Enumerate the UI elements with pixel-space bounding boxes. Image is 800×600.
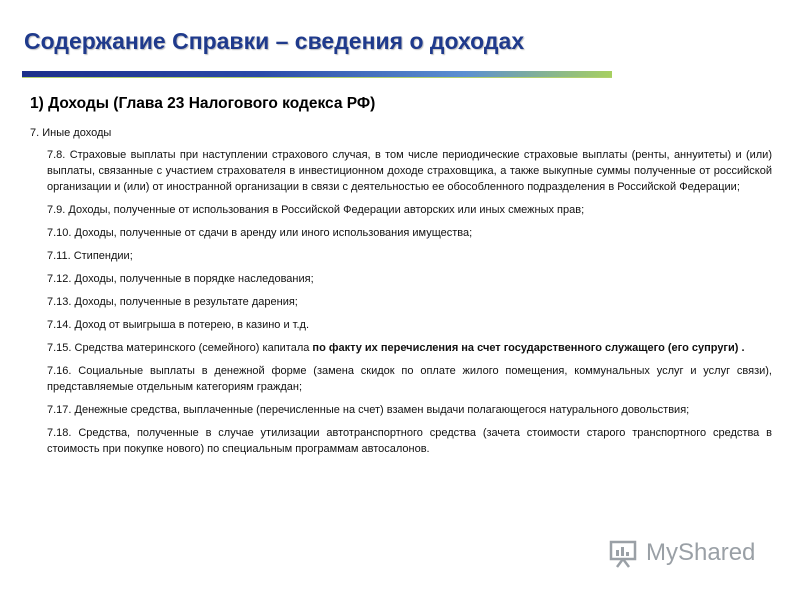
list-item-7-11: 7.11. Стипендии; <box>47 250 133 262</box>
watermark-text: MyShared <box>646 539 756 566</box>
section-heading: 1) Доходы (Глава 23 Налогового кодекса РФ) <box>30 95 376 112</box>
presentation-board-icon <box>608 538 638 568</box>
list-item-7-9: 7.9. Доходы, полученные от использования в Российской Федерации авторских или иных смежных прав; <box>47 204 585 216</box>
content-area <box>30 125 775 464</box>
myshared-watermark <box>608 536 768 572</box>
list-item-7-17: 7.17. Денежные средства, выплаченные (перечисленные на счет) взамен выдачи полагающегося натурального довольствия; <box>47 404 690 416</box>
list-item-7-16: 7.16. Социальные выплаты в денежной форме (замена скидок по оплате жилого помещения, коммунальных услуг и услуг связи), представляемые отдельным категориям граждан; <box>47 365 772 393</box>
list-item-7-13: 7.13. Доходы, полученные в результате дарения; <box>47 296 298 308</box>
bold-emphasis: по факту их перечисления на счет государственного служащего (его супруги) . <box>312 342 745 354</box>
list-item-7-10: 7.10. Доходы, полученные от сдачи в аренду или иного использования имущества; <box>47 227 473 239</box>
slide-title: Содержание Справки – сведения о доходах <box>24 28 525 54</box>
title-underline-accent <box>22 77 612 78</box>
list-item-7-12: 7.12. Доходы, полученные в порядке наследования; <box>47 273 314 285</box>
list-item-7-14: 7.14. Доход от выигрыша в потерею, в казино и т.д. <box>47 319 310 331</box>
list-item-7-18: 7.18. Средства, полученные в случае утилизации автотранспортного средства (зачета стоимости старого транспортного средства в стоимость при покупке нового) по специальным программам автосалонов. <box>47 427 772 455</box>
items-list <box>47 147 772 457</box>
list-item-7-15: 7.15. Средства материнского (семейного) капитала по факту их перечисления на счет государственного служащего (его супруги) . <box>47 342 745 354</box>
list-item-7-8: 7.8. Страховые выплаты при наступлении страхового случая, в том числе периодические страховые выплаты (ренты, аннуитеты) и (или) выплаты, связанные с участием страхователя в инвестиционном доходе страховщика, а также выкупные суммы полученные от российской организации и (или) от иностранной организации в связи с деятельностью ее обособленного подразделения в Российской Федерации; <box>47 149 772 193</box>
category-label: 7. Иные доходы <box>30 127 112 139</box>
